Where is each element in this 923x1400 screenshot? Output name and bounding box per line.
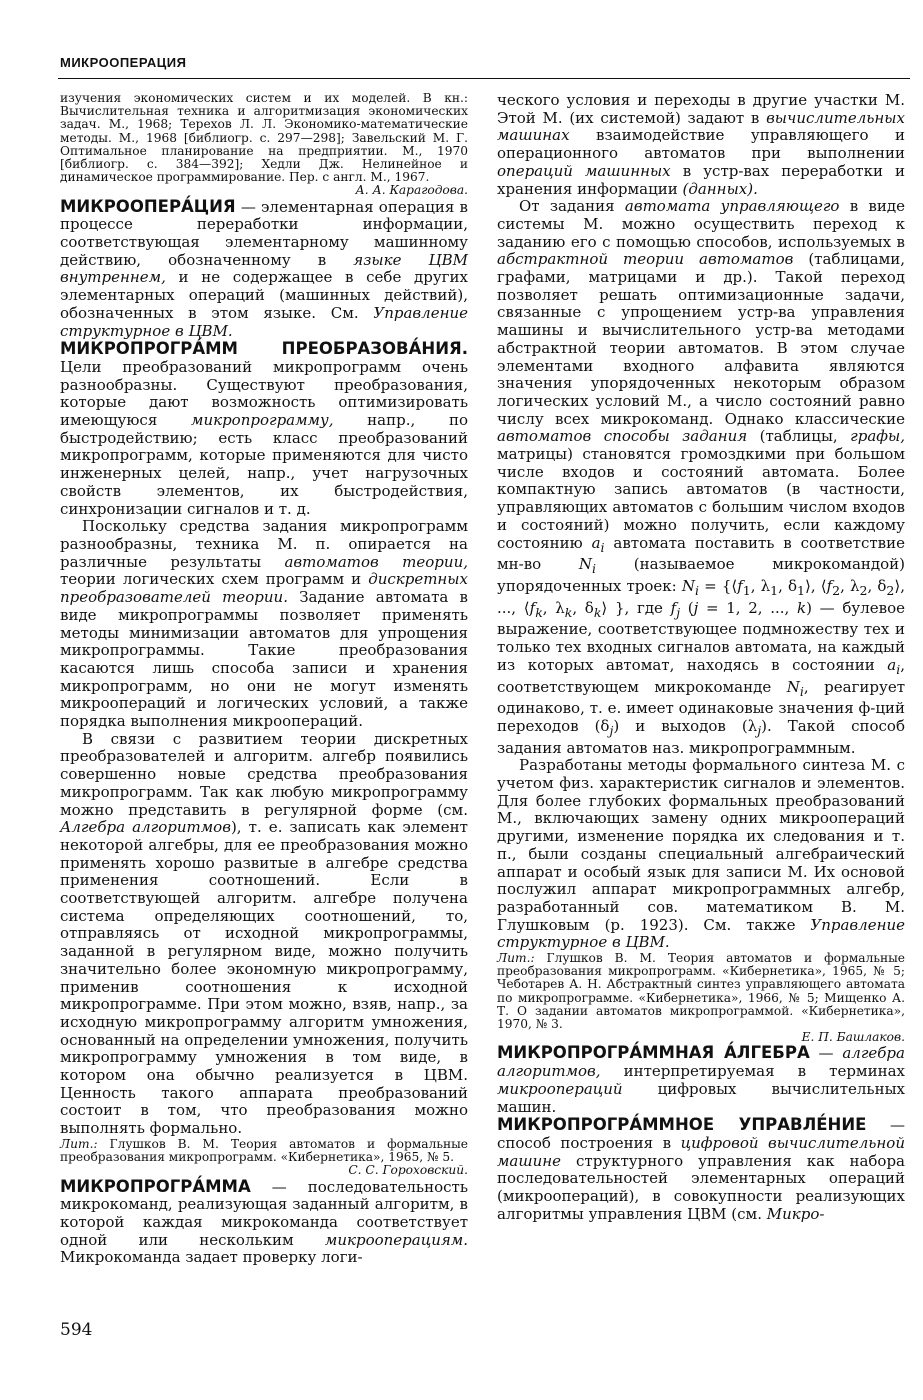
transformations-literature: Лит.: Глушков В. М. Теория автоматов и формальные преобразования микропрограмм. «Кибернетика», 1965, № 5. С. С. Гороховский. [60,1136,468,1178]
microprogram-literature: Лит.: Глушков В. М. Теория автоматов и формальные преобразования микропрограмм. «Кибернетика», 1965, № 5; Чеботарев А. Н. Абстрактный синтез управляющего автомата по микропрограмме. «Кибернетика», 1966, № 5; Мищенко А. Т. О задании автоматов микропрограммой. «Кибернетика», 1970, № 3. Е. П. Башлаков. [497,951,905,1045]
microprogram-paragraph-2: От задания автомата управляющего в виде системы М. можно осуществить переход к заданию его с помощью способов, используемых в абстрактной теории автоматов (таблицами, графами, матрицами и др.). Такой переход позволяет решать оптимизационные задачи, связанные с упрощением устр-ва управления машины и вычислительного устр-ва методами абстрактной теории автоматов. В этом случае элементами входного алфавита являются значения упорядоченных некоторым образом логических условий М., а число состояний равно числу всех микрокоманд. Однако классические автоматов способы задания (таблицы, графы, матрицы) становятся громоздкими при большом числе входов и состояний автомата. Более компактную запись автоматов (в частности, управляющих автоматов с большим числом входов и состояний) можно получить, если каждому состоянию $a_i$ автомата поставить в соответствие мн-во $N_i$ (называемое микрокомандой) упорядоченных троек: $N_i$ = {$⟨f_1$, $\lambda_1$, $\delta_1⟩$, $⟨f_2$, $\lambda_2$, $\delta_2⟩$, ..., $⟨f_k$, $\lambda_k$, $\delta_k⟩$ }, где $f_j$ (j = 1, 2, ..., k) — булевое выражение, соответствующее подмножеству тех и только тех входных сигналов автомата, на каждый из которых автомат, находясь в состоянии $a_i$, соответствующем микрокоманде $N_i$, реагирует одинаково, т. е. имеет одинаковые значения ф-ций переходов $(\delta_j)$ и выходов $(\lambda_j)$. Такой способ задания автоматов наз. микропрограммным. [497,197,906,757]
entry-microoperation: МИКРООПЕРА́ЦИЯ — элементарная операция в процессе переработки информации, соответствующая элементарному машинному действию, обозначенному в языке ЦВМ внутреннем, и не содержащее в себе других элементарных операций (машинных действий), обозначенных в этом языке. См. Управление структурное в ЦВМ. [60,196,468,340]
header-rule [58,78,910,79]
page-number: 594 [60,1320,93,1340]
transformations-paragraph-3: В связи с развитием теории дискретных преобразователей и алгоритм. алгебр появились совершенно новые средства преобразования микропрограмм. Так как любую микропрограмму можно представить в регулярной форме (см. Алгебра алгоритмов), т. е. записать как элемент некоторой алгебры, для ее преобразования можно применять хорошо развитые в алгебре средства применения соотношений. Если в соответствующей алгоритм. алгебре получена система определяющих соотношений, то, отправляясь от исходной микропрограммы, заданной в регулярном виде, можно получить значительно более экономную микропрограмму, применив соотношения к исходной микропрограмме. При этом можно, взяв, напр., за исходную микропрограмму алгоритм умножения, основанный на определении умножения, получить микропрограмму умножения в том виде, в котором она обычно реализуется в ЦВМ. Ценность такого аппарата преобразований состоит в том, что преобразования можно выполнять формально. [60,729,468,1138]
running-head: МИКРООПЕРАЦИЯ [60,55,187,70]
entry-microprogram-algebra: МИКРОПРОГРА́ММНАЯ А́ЛГЕБРА — алгебра алгоритмов, интерпретируемая в терминах микроопераций цифровых вычислительных машин. [497,1043,905,1116]
entry-microprogram-control: МИКРОПРОГРА́ММНОЕ УПРАВЛЕ́НИЕ — способ построения в цифровой вычислительной машине структурного управления как набора последовательностей элементарных операций (микроопераций), в совокупности реализующих алгоритмы управления ЦВМ (см. Микро- [497,1115,905,1223]
microprogram-continuation: ческого условия и переходы в другие участки М. Этой М. (их системой) задают в вычислительных машинах взаимодействие управляющего и операционного автоматов при выполнении операций машинных в устр-вах переработки и хранения информации (данных). [497,91,905,198]
entry-microprogram-transformations: МИКРОПРОГРА́ММ ПРЕОБРАЗОВА́НИЯ. Цели преобразований микропрограмм очень разнообразны. Существуют преобразования, которые дают возможность оптимизировать имеющуюся микропрограмму, напр., по быстродействию; есть класс преобразований микропрограмм, которые применяются для чисто инженерных целей, напр., учет нагрузочных свойств элементов, их быстродействия, синхронизации сигналов и т. д. [60,339,468,518]
microprogram-paragraph-3: Разработаны методы формального синтеза М. с учетом физ. характеристик сигналов и элементов. Для более глубоких формальных преобразований М., включающих замену одних микроопераций другими, изменение порядка их следования и т. п., были созданы специальный алгебраический аппарат и особый язык для записи М. Их основой послужил аппарат микропрограммных алгебр, разработанный сов. математиком В. М. Глушковым (р. 1923). См. также Управление структурное в ЦВМ. [497,756,905,952]
right-column [497,92,905,1224]
entry-microprogram: МИКРОПРОГРА́ММА — последовательность микрокоманд, реализующая заданный алгоритм, в которой каждая микрокоманда соответствует одной или нескольким микрооперациям. Микрокоманда задает проверку логи- [60,1176,468,1267]
transformations-paragraph-2: Поскольку средства задания микропрограмм разнообразны, техника М. п. опирается на различные результаты автоматов теории, теории логических схем программ и дискретных преобразователей теории. Задание автомата в виде микропрограммы позволяет применять методы минимизации автоматов для упрощения микропрограммы. Такие преобразования касаются лишь способа записи и хранения микропрограмм, но они не могут изменять микроопераций и логических условий, а также порядка выполнения микроопераций. [60,517,468,731]
bibliography-tail: изучения экономических систем и их моделей. В кн.: Вычислительная техника и алгоритмизация экономических задач. М., 1968; Терехов Л. Л. Экономико-математические методы. М., 1968 [библиогр. с. 297—298]; Завельский М. Г. Оптимальное планирование на предприятии. М., 1970 [библиогр. с. 384—392]; Хедли Дж. Нелинейное и динамическое программирование. Пер. с англ. М., 1967. А. А. Карагодова. [60,91,468,198]
left-column [60,92,468,1267]
